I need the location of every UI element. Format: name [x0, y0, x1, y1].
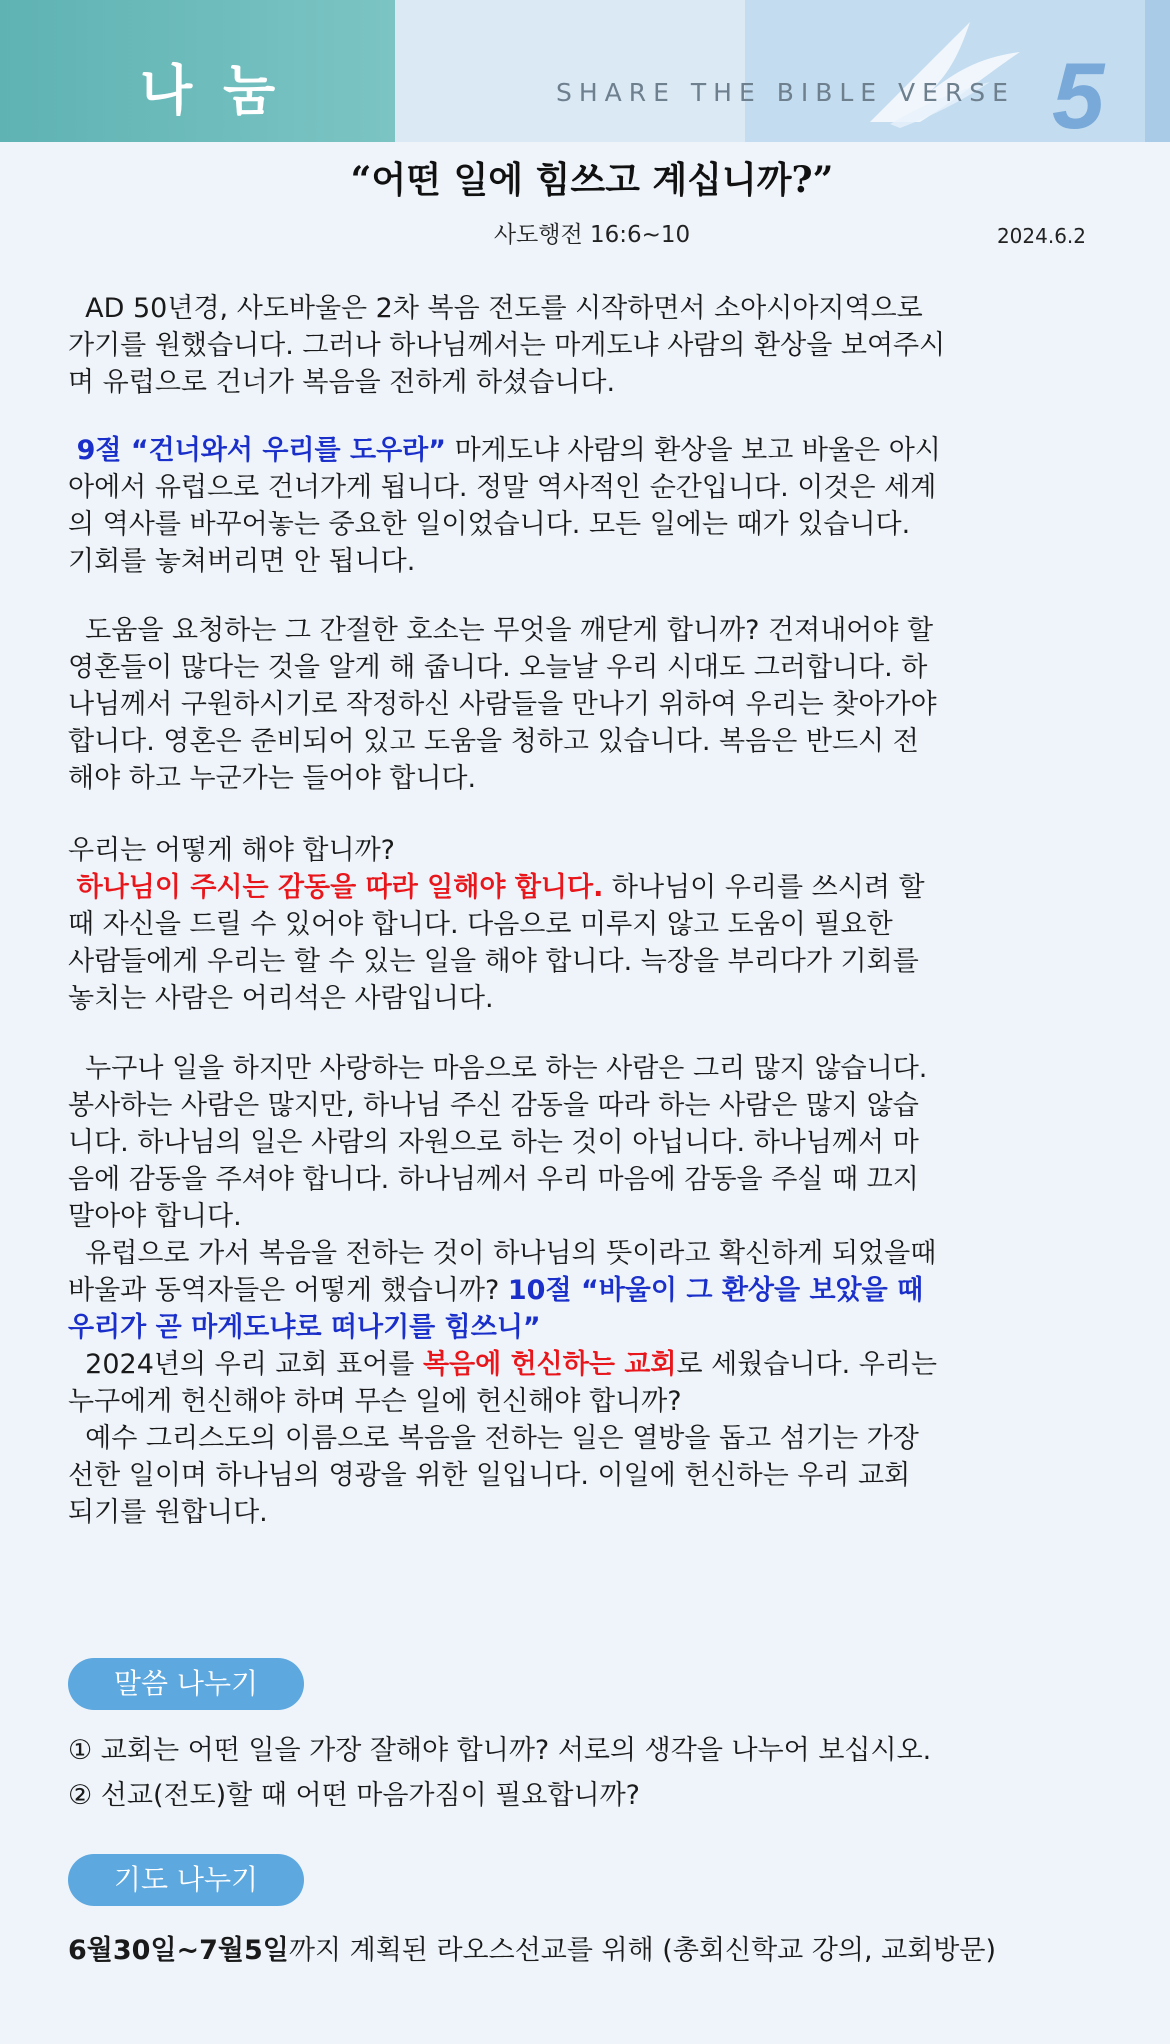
text-line: 기회를 놓쳐버리면 안 됩니다.	[68, 546, 416, 577]
text-line: 나님께서 구원하시기로 작정하신 사람들을 만나기 위하여 우리는 찾아가야	[68, 689, 937, 720]
question-2: ② 선교(전도)할 때 어떤 마음가짐이 필요합니까?	[68, 1780, 640, 1811]
text-line: 며 유럽으로 건너가 복음을 전하게 하셨습니다.	[68, 367, 616, 398]
prayer-sharing-label: 기도 나누기	[68, 1854, 304, 1906]
verse-10-quote: 10절 “바울이 그 환상을 보았을 때	[507, 1275, 924, 1306]
header-mid-block	[395, 0, 745, 142]
text-line	[68, 869, 1116, 906]
text-line: 선한 일이며 하나님의 영광을 위한 일입니다. 이일에 헌신하는 우리 교회	[68, 1460, 911, 1491]
text-line: 영혼들이 많다는 것을 알게 해 줍니다. 오늘날 우리 시대도 그러합니다. 하	[68, 652, 928, 683]
dove-wing-icon	[860, 12, 1030, 132]
text-line: 해야 하고 누군가는 들어야 합니다.	[68, 763, 477, 794]
prayer-item	[68, 1932, 1116, 1969]
text-line: 아에서 유럽으로 건너가게 됩니다. 정말 역사적인 순간입니다. 이것은 세계	[68, 472, 937, 503]
text-line: 니다. 하나님의 일은 사람의 자원으로 하는 것이 아닙니다. 하나님께서 마	[68, 1127, 919, 1158]
prayer-dates: 6월30일~7월5일	[68, 1935, 289, 1966]
prayer-text: 까지 계획된 라오스선교를 위해 (총회신학교 강의, 교회방문)	[288, 1935, 997, 1966]
text-segment: 2024년의 우리 교회 표어를	[68, 1349, 423, 1380]
verse-9-quote: 9절 “건너와서 우리를 도우라”	[76, 435, 446, 466]
text-line	[68, 1272, 1116, 1309]
text-line: 말아야 합니다.	[68, 1201, 242, 1232]
sermon-date: 2024.6.2	[996, 224, 1086, 248]
text-line: 때 자신을 드릴 수 있어야 합니다. 다음으로 미루지 않고 도움이 필요한	[68, 909, 893, 940]
text-line: 유럽으로 가서 복음을 전하는 것이 하나님의 뜻이라고 확신하게 되었을때	[68, 1238, 937, 1269]
text-line: AD 50년경, 사도바울은 2차 복음 전도를 시작하면서 소아시아지역으로	[68, 293, 923, 324]
question-1: ① 교회는 어떤 일을 가장 잘해야 합니까? 서로의 생각을 나누어 보십시오.	[68, 1735, 932, 1766]
header-banner	[0, 0, 1170, 148]
text-segment: 하나님이 우리를 쓰시려 할	[603, 872, 925, 903]
church-motto: 복음에 헌신하는 교회	[422, 1349, 677, 1380]
text-segment: 마게도냐 사람의 환상을 보고 바울은 아시	[445, 435, 941, 466]
text-line: 봉사하는 사람은 많지만, 하나님 주신 감동을 따라 하는 사람은 많지 않습	[68, 1090, 919, 1121]
paragraph-3	[68, 612, 1116, 797]
text-line: 우리는 어떻게 해야 합니까?	[68, 835, 395, 866]
text-line: 가기를 원했습니다. 그러나 하나님께서는 마게도냐 사람의 환상을 보여주시	[68, 330, 946, 361]
paragraph-4	[68, 832, 1116, 1017]
verse-10-quote-cont: 우리가 곧 마게도냐로 떠나기를 힘쓰니”	[68, 1312, 541, 1343]
scripture-reference: 사도행전 16:6~10	[493, 222, 691, 248]
paragraph-2	[68, 432, 1116, 580]
emphasis-red: 하나님이 주시는 감동을 따라 일해야 합니다.	[76, 872, 604, 903]
header-title: 나 눔	[140, 59, 282, 122]
text-line: 되기를 원합니다.	[68, 1497, 268, 1528]
text-line: 도움을 요청하는 그 간절한 호소는 무엇을 깨닫게 합니까? 건져내어야 할	[68, 615, 934, 646]
text-line: 의 역사를 바꾸어놓는 중요한 일이었습니다. 모든 일에는 때가 있습니다.	[68, 509, 911, 540]
text-line: 누구나 일을 하지만 사랑하는 마음으로 하는 사람은 그리 많지 않습니다.	[68, 1053, 928, 1084]
text-line: 합니다. 영혼은 준비되어 있고 도움을 청하고 있습니다. 복음은 반드시 전	[68, 726, 919, 757]
word-sharing-label: 말씀 나누기	[68, 1658, 304, 1710]
text-line: 사람들에게 우리는 할 수 있는 일을 해야 합니다. 늑장을 부리다가 기회를	[68, 946, 919, 977]
text-line	[68, 432, 1116, 469]
text-line: 예수 그리스도의 이름으로 복음을 전하는 일은 열방을 돕고 섬기는 가장	[68, 1423, 919, 1454]
sermon-title: “어떤 일에 힘쓰고 계십니까?”	[350, 159, 834, 201]
text-line: 음에 감동을 주셔야 합니다. 하나님께서 우리 마음에 감동을 주실 때 끄지	[68, 1164, 919, 1195]
text-segment: 로 세웠습니다. 우리는	[676, 1349, 937, 1380]
header-number: 5	[1052, 43, 1105, 148]
text-line	[68, 1346, 1116, 1383]
text-line: 누구에게 헌신해야 하며 무슨 일에 헌신해야 합니까?	[68, 1386, 682, 1417]
text-line: 놓치는 사람은 어리석은 사람입니다.	[68, 983, 494, 1014]
paragraph-5	[68, 1050, 1116, 1531]
header-stripe	[1145, 0, 1170, 142]
text-segment: 바울과 동역자들은 어떻게 했습니까?	[68, 1275, 508, 1306]
paragraph-1	[68, 290, 1116, 401]
header-subtitle: SHARE THE BIBLE VERSE	[556, 78, 1015, 107]
